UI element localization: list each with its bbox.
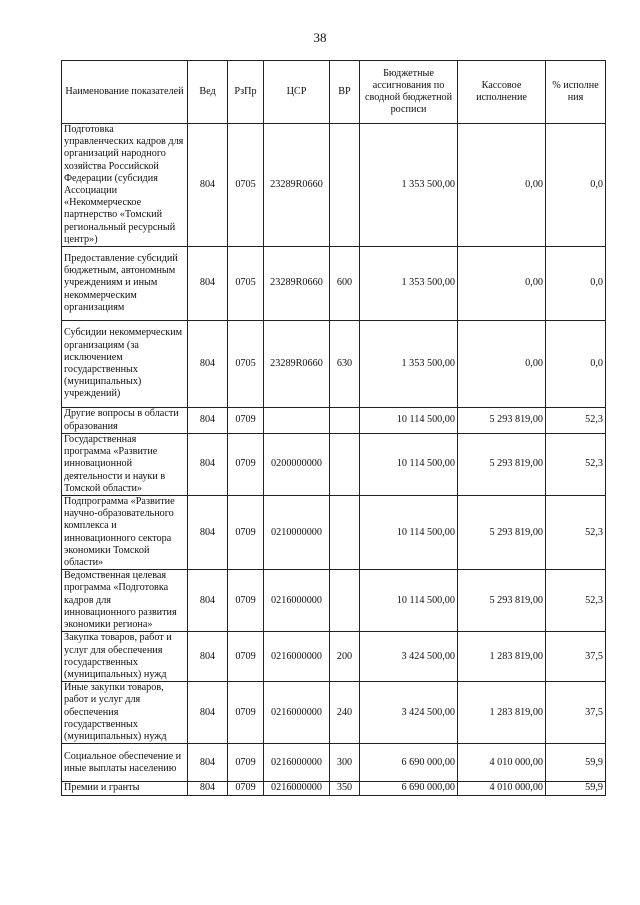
cell-percent: 37,5 (546, 682, 606, 744)
cell-name: Государственная программа «Развитие инновационной деятельности и науки в Томской области» (62, 434, 188, 496)
cell-vr (330, 408, 360, 434)
header-rzpr: РзПр (228, 61, 264, 124)
header-execution-percent: % исполне ния (546, 61, 606, 124)
cell-assignments: 6 690 000,00 (360, 782, 458, 795)
cell-cash: 0,00 (458, 321, 546, 408)
cell-csr: 0216000000 (264, 782, 330, 795)
cell-cash: 5 293 819,00 (458, 496, 546, 570)
cell-assignments: 3 424 500,00 (360, 632, 458, 682)
cell-percent: 52,3 (546, 434, 606, 496)
cell-ved: 804 (188, 496, 228, 570)
cell-percent: 59,9 (546, 744, 606, 782)
cell-assignments: 10 114 500,00 (360, 496, 458, 570)
page-number: 38 (313, 30, 327, 45)
cell-vr: 630 (330, 321, 360, 408)
cell-name: Другие вопросы в области образования (62, 408, 188, 434)
cell-ved: 804 (188, 408, 228, 434)
cell-percent: 52,3 (546, 570, 606, 632)
cell-percent: 0,0 (546, 321, 606, 408)
header-assignments: Бюджетные ассигнования по сводной бюджетной росписи (360, 61, 458, 124)
cell-vr (330, 434, 360, 496)
cell-csr: 23289R0660 (264, 321, 330, 408)
cell-assignments: 1 353 500,00 (360, 124, 458, 247)
cell-csr: 0216000000 (264, 570, 330, 632)
cell-rzpr: 0709 (228, 434, 264, 496)
cell-rzpr: 0709 (228, 632, 264, 682)
cell-assignments: 10 114 500,00 (360, 434, 458, 496)
cell-cash: 5 293 819,00 (458, 434, 546, 496)
header-vr: ВР (330, 61, 360, 124)
cell-rzpr: 0705 (228, 124, 264, 247)
cell-assignments: 10 114 500,00 (360, 570, 458, 632)
cell-name: Предоставление субсидий бюджетным, автономным учреждениям и иным некоммерческим организациям (62, 247, 188, 321)
table-row (62, 782, 606, 795)
cell-name: Премии и гранты (62, 782, 188, 795)
cell-csr: 0200000000 (264, 434, 330, 496)
cell-vr: 300 (330, 744, 360, 782)
table-row (62, 682, 606, 744)
cell-assignments: 10 114 500,00 (360, 408, 458, 434)
cell-ved: 804 (188, 682, 228, 744)
cell-name: Подготовка управленческих кадров для организаций народного хозяйства Российской Федерации (субсидия Ассоциации «Некоммерческое партнерство «Томский региональный ресурсный центр») (62, 124, 188, 247)
table-row (62, 247, 606, 321)
cell-percent: 52,3 (546, 408, 606, 434)
cell-name: Закупка товаров, работ и услуг для обеспечения государственных (муниципальных) нужд (62, 632, 188, 682)
cell-name: Социальное обеспечение и иные выплаты населению (62, 744, 188, 782)
cell-vr: 200 (330, 632, 360, 682)
table-row (62, 434, 606, 496)
cell-percent: 59,9 (546, 782, 606, 795)
cell-csr: 0216000000 (264, 744, 330, 782)
cell-vr (330, 496, 360, 570)
cell-cash: 4 010 000,00 (458, 782, 546, 795)
table-row (62, 408, 606, 434)
cell-rzpr: 0709 (228, 782, 264, 795)
cell-csr: 23289R0660 (264, 124, 330, 247)
cell-rzpr: 0709 (228, 408, 264, 434)
cell-assignments: 1 353 500,00 (360, 247, 458, 321)
header-csr: ЦСР (264, 61, 330, 124)
cell-name: Иные закупки товаров, работ и услуг для обеспечения государственных (муниципальных) нужд (62, 682, 188, 744)
cell-cash: 1 283 819,00 (458, 632, 546, 682)
cell-csr: 23289R0660 (264, 247, 330, 321)
table-row (62, 321, 606, 408)
cell-cash: 0,00 (458, 247, 546, 321)
table-row (62, 124, 606, 247)
cell-vr (330, 124, 360, 247)
cell-percent: 52,3 (546, 496, 606, 570)
cell-ved: 804 (188, 321, 228, 408)
cell-rzpr: 0709 (228, 496, 264, 570)
table-row (62, 496, 606, 570)
cell-vr: 600 (330, 247, 360, 321)
header-cash-execution: Кассовое исполнение (458, 61, 546, 124)
cell-rzpr: 0709 (228, 744, 264, 782)
cell-percent: 0,0 (546, 247, 606, 321)
cell-vr: 350 (330, 782, 360, 795)
cell-cash: 0,00 (458, 124, 546, 247)
budget-execution-table (61, 60, 606, 796)
table-row (62, 632, 606, 682)
cell-ved: 804 (188, 744, 228, 782)
cell-percent: 37,5 (546, 632, 606, 682)
cell-ved: 804 (188, 434, 228, 496)
cell-cash: 5 293 819,00 (458, 408, 546, 434)
cell-assignments: 1 353 500,00 (360, 321, 458, 408)
cell-name: Субсидии некоммерческим организациям (за исключением государственных (муниципальных) учреждений) (62, 321, 188, 408)
cell-name: Ведомственная целевая программа «Подготовка кадров для инновационного развития экономики региона» (62, 570, 188, 632)
cell-ved: 804 (188, 570, 228, 632)
table-row (62, 744, 606, 782)
cell-ved: 804 (188, 632, 228, 682)
header-ved: Вед (188, 61, 228, 124)
cell-assignments: 6 690 000,00 (360, 744, 458, 782)
cell-csr (264, 408, 330, 434)
cell-assignments: 3 424 500,00 (360, 682, 458, 744)
cell-csr: 0216000000 (264, 682, 330, 744)
cell-vr: 240 (330, 682, 360, 744)
cell-vr (330, 570, 360, 632)
cell-rzpr: 0705 (228, 321, 264, 408)
cell-percent: 0,0 (546, 124, 606, 247)
cell-name: Подпрограмма «Развитие научно-образовательного комплекса и инновационного сектора экономики Томской области» (62, 496, 188, 570)
cell-cash: 1 283 819,00 (458, 682, 546, 744)
cell-ved: 804 (188, 782, 228, 795)
cell-rzpr: 0705 (228, 247, 264, 321)
cell-csr: 0216000000 (264, 632, 330, 682)
cell-rzpr: 0709 (228, 570, 264, 632)
cell-ved: 804 (188, 247, 228, 321)
cell-cash: 5 293 819,00 (458, 570, 546, 632)
cell-csr: 0210000000 (264, 496, 330, 570)
table-header-row (62, 61, 606, 124)
header-name: Наименование показателей (62, 61, 188, 124)
cell-rzpr: 0709 (228, 682, 264, 744)
table-row (62, 570, 606, 632)
cell-ved: 804 (188, 124, 228, 247)
cell-cash: 4 010 000,00 (458, 744, 546, 782)
